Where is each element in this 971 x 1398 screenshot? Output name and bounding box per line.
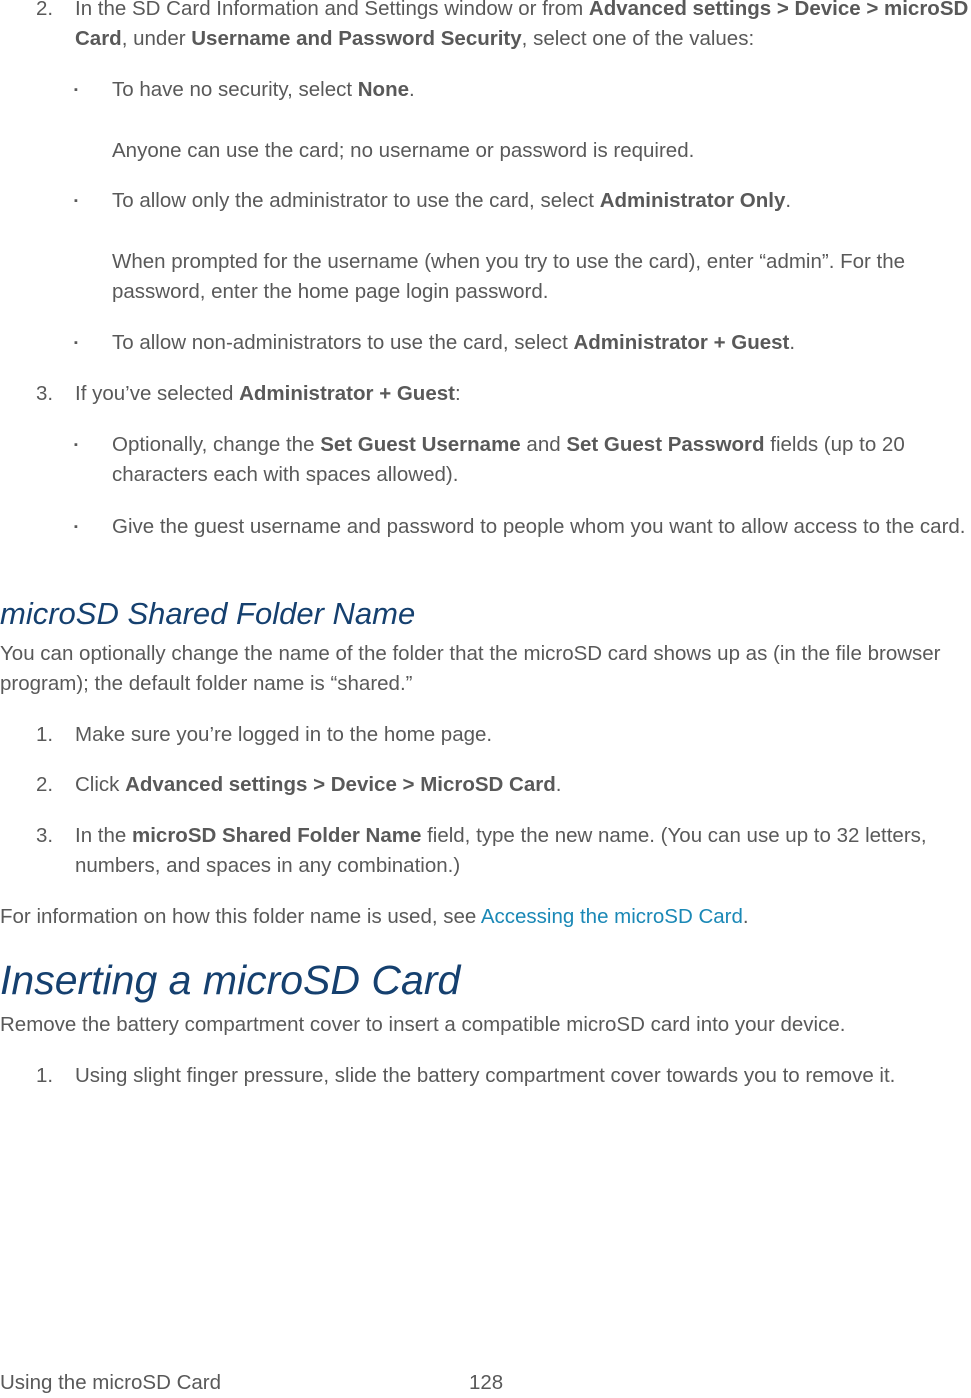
bullet-text: Optionally, change the Set Guest Username and Set Guest Password fields (up to 20 characters each with spaces allowed). [112, 433, 905, 486]
step-number: 2. [36, 773, 54, 796]
bullet-icon: ▪ [74, 337, 78, 349]
step-number: 1. [36, 1064, 54, 1087]
page-section-heading: Inserting a microSD Card [0, 957, 461, 1003]
info-paragraph: For information on how this folder name is used, see Accessing the microSD Card. [0, 905, 749, 928]
step-number: 3. [36, 382, 54, 405]
bullet-text: Give the guest username and password to people whom you want to allow access to the card. [112, 515, 966, 538]
step-number: 1. [36, 723, 54, 746]
bullet-text: To allow non-administrators to use the card, select Administrator + Guest. [112, 331, 796, 354]
bullet-icon: ▪ [74, 84, 78, 96]
section-intro: Remove the battery compartment cover to insert a compatible microSD card into your device. [0, 1013, 846, 1036]
step-number: 3. [36, 824, 54, 847]
page-number: 128 [469, 1371, 504, 1394]
bullet-detail: When prompted for the username (when you try to use the card), enter “admin”. For the password, enter the home page login password. [112, 250, 906, 303]
accessing-microsd-link[interactable]: Accessing the microSD Card [480, 905, 743, 928]
bullet-icon: ▪ [74, 195, 78, 207]
step-text: If you’ve selected Administrator + Guest: [75, 382, 461, 405]
step-text: Using slight finger pressure, slide the battery compartment cover towards you to remove it. [75, 1064, 896, 1087]
step-text: In the microSD Shared Folder Name field, type the new name. (You can use up to 32 letters, numbers, and spaces in any combination.) [75, 824, 927, 877]
section-heading: microSD Shared Folder Name [0, 596, 416, 631]
step-text: Make sure you’re logged in to the home page. [75, 723, 493, 746]
footer-section-title: Using the microSD Card [0, 1371, 222, 1394]
step-text: Click Advanced settings > Device > MicroSD Card. [75, 773, 562, 796]
bullet-icon: ▪ [74, 521, 78, 533]
step-number: 2. [36, 0, 54, 20]
bullet-icon: ▪ [74, 439, 78, 451]
section-intro: You can optionally change the name of the folder that the microSD card shows up as (in the file browser program); the default folder name is “shared.” [0, 642, 941, 695]
bullet-text: To have no security, select None. [112, 78, 415, 101]
bullet-text: To allow only the administrator to use the card, select Administrator Only. [112, 189, 792, 212]
bullet-detail: Anyone can use the card; no username or password is required. [112, 139, 695, 162]
step-text: In the SD Card Information and Settings window or from Advanced settings > Device > microSD Card, under Username and Password Security, select one of the values: [75, 0, 969, 50]
